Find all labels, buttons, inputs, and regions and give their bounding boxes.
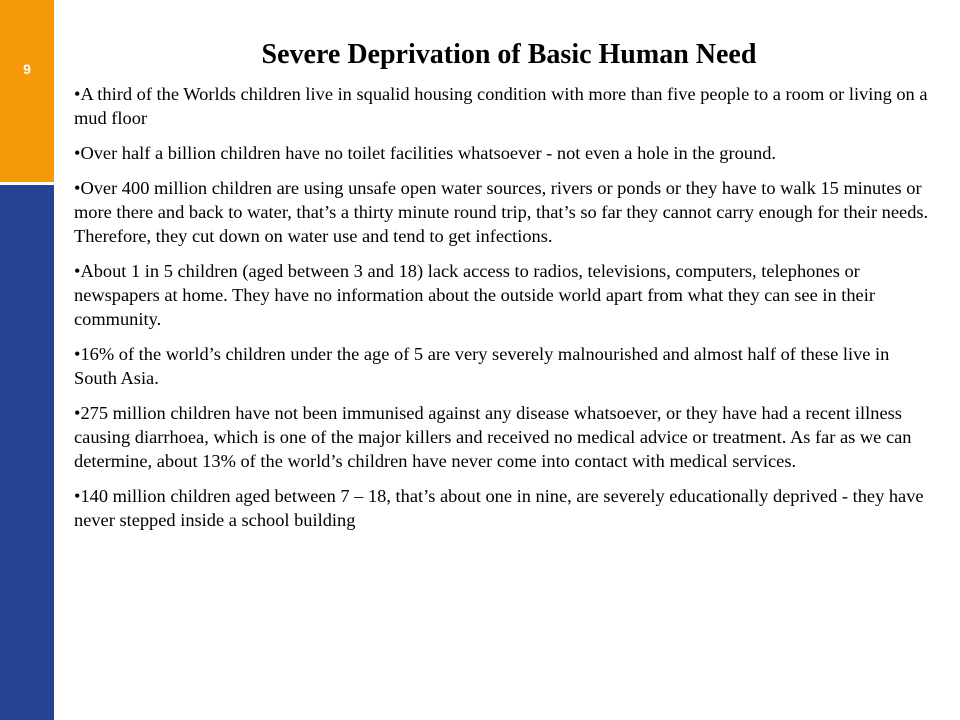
bullet-housing: •A third of the Worlds children live in squalid housing condition with more than five people to a room or living on a mud floor (74, 84, 928, 128)
bullet-list (74, 82, 936, 543)
bullet-sanitation: •Over half a billion children have no toilet facilities whatsoever - not even a hole in the ground. (74, 143, 776, 163)
bullet-information: •About 1 in 5 children (aged between 3 and 18) lack access to radios, televisions, computers, telephones or newspapers at home. They have no information about the outside world apart from what they can see in their community. (74, 261, 875, 329)
sidebar-orange-block (0, 0, 54, 182)
sidebar-edge-rule (54, 0, 58, 720)
bullet-water: •Over 400 million children are using unsafe open water sources, rivers or ponds or they have to walk 15 minutes or more there and back to water, that’s a thirty minute round trip, that’s so far they cannot carry enough for their needs. Therefore, they cut down on water use and tend to get infections. (74, 178, 929, 246)
bullet-food: •16% of the world’s children under the age of 5 are very severely malnourished and almost half of these live in South Asia. (74, 344, 890, 388)
slide-title: Severe Deprivation of Basic Human Need (261, 39, 757, 70)
slide-number: 9 (23, 61, 31, 77)
bullet-education: •140 million children aged between 7 – 18, that’s about one in nine, are severely educationally deprived - they have never stepped inside a school building (74, 486, 924, 530)
bullet-health: •275 million children have not been immunised against any disease whatsoever, or they have had a recent illness causing diarrhoea, which is one of the major killers and received no medical advice or treatment. As far as we can determine, about 13% of the world’s children have never come into contact with medical services. (74, 403, 912, 471)
sidebar-blue-block (0, 185, 54, 720)
